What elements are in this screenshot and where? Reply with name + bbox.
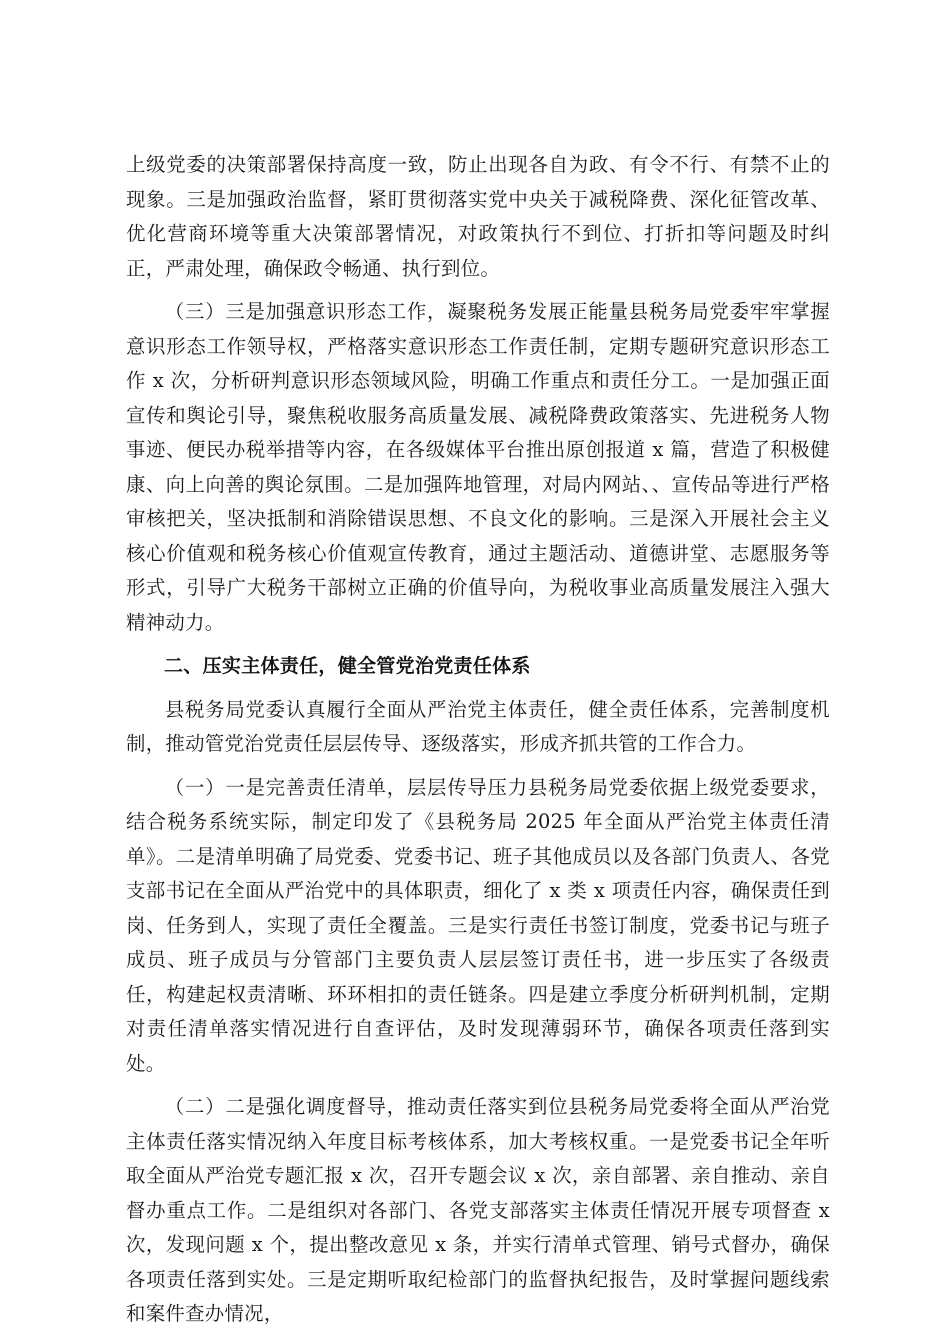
section-heading: 二、压实主体责任，健全管党治党责任体系	[164, 655, 531, 677]
paragraph-section-intro: 县税务局党委认真履行全面从严治党主体责任，健全责任体系，完善制度机制，推动管党治党责任层层传导、逐级落实，形成齐抓共管的工作合力。	[126, 697, 830, 755]
paragraph-supervision: （二）二是强化调度督导，推动责任落实到位县税务局党委将全面从严治党主体责任落实情况纳入年度目标考核体系，加大考核权重。一是党委书记全年听取全面从严治党专题汇报 x 次，召开专题会议 x 次，亲自部署、亲自推动、亲自督办重点工作。二是组织对各部门、各党支部落实主体责任情况开展专项督查 x 次，发现问题 x 个，提出整改意见 x 条，并实行清单式管理、销号式督办，确保各项责任落到实处。三是定期听取纪检部门的监督执纪报告，及时掌握问题线索和案件查办情况，	[126, 1095, 830, 1325]
paragraph-continuation: 上级党委的决策部署保持高度一致，防止出现各自为政、有令不行、有禁不止的现象。三是加强政治监督，紧盯贯彻落实党中央关于减税降费、深化征管改革、优化营商环境等重大决策部署情况，对政策执行不到位、打折扣等问题及时纠正，严肃处理，确保政令畅通、执行到位。	[126, 153, 830, 280]
document-body	[126, 148, 830, 1341]
paragraph-responsibility-list: （一）一是完善责任清单，层层传导压力县税务局党委依据上级党委要求，结合税务系统实际，制定印发了《县税务局 2025 年全面从严治党主体责任清单》。二是清单明确了局党委、党委书记、班子其他成员以及各部门负责人、各党支部书记在全面从严治党中的具体职责，细化了 x 类 x 项责任内容，确保责任到岗、任务到人，实现了责任全覆盖。三是实行责任书签订制度，党委书记与班子成员、班子成员与分管部门主要负责人层层签订责任书，进一步压实了各级责任，构建起权责清晰、环环相扣的责任链条。四是建立季度分析研判机制，定期对责任清单落实情况进行自查评估，及时发现薄弱环节，确保各项责任落到实处。	[126, 775, 830, 1075]
paragraph-ideology-work: （三）三是加强意识形态工作，凝聚税务发展正能量县税务局党委牢牢掌握意识形态工作领导权，严格落实意识形态工作责任制，定期专题研究意识形态工作 x 次，分析研判意识形态领域风险，明确工作重点和责任分工。一是加强正面宣传和舆论引导，聚焦税收服务高质量发展、减税降费政策落实、先进税务人物事迹、便民办税举措等内容，在各级媒体平台推出原创报道 x 篇，营造了积极健康、向上向善的舆论氛围。二是加强阵地管理，对局内网站、、宣传品等进行严格审核把关，坚决抵制和消除错误思想、不良文化的影响。三是深入开展社会主义核心价值观和税务核心价值观宣传教育，通过主题活动、道德讲堂、志愿服务等形式，引导广大税务干部树立正确的价值导向，为税收事业高质量发展注入强大精神动力。	[126, 300, 830, 634]
